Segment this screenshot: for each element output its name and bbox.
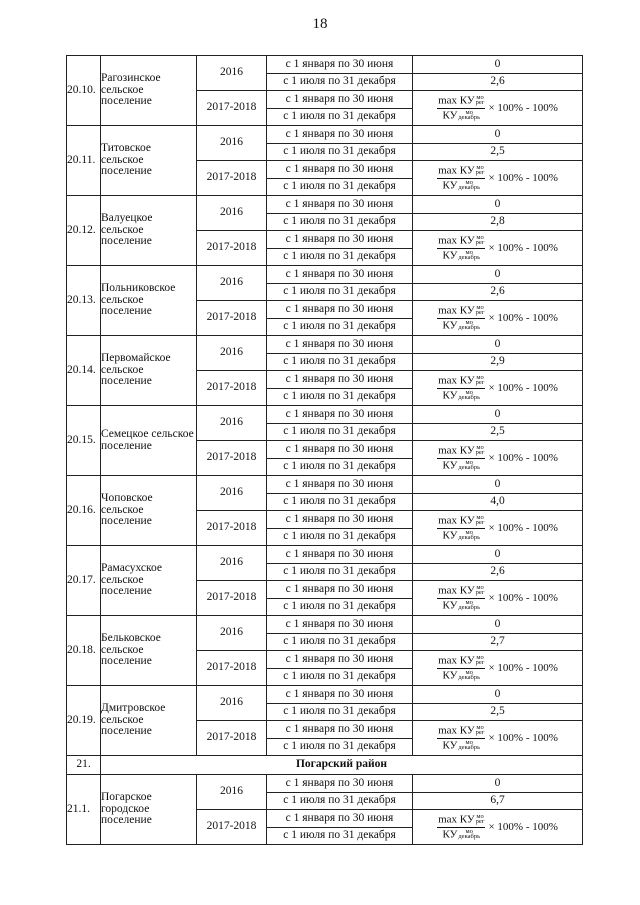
period-first-half: с 1 января по 30 июня [267, 775, 413, 793]
table-row [67, 406, 583, 424]
settlement-name: Бельковское сельское поселение [101, 616, 197, 686]
formula-cell [413, 651, 583, 686]
period-second-half: с 1 июля по 31 декабря [267, 213, 413, 231]
value-second-half: 2,6 [413, 73, 583, 91]
value-first-half: 0 [413, 126, 583, 144]
value-second-half: 2,9 [413, 353, 583, 371]
year-2017-2018: 2017-2018 [197, 371, 267, 406]
table-row [67, 546, 583, 564]
period-second-half: с 1 июля по 31 декабря [267, 248, 413, 266]
year-2016: 2016 [197, 546, 267, 581]
period-second-half: с 1 июля по 31 декабря [267, 493, 413, 511]
value-second-half: 2,5 [413, 143, 583, 161]
period-second-half: с 1 июля по 31 декабря [267, 633, 413, 651]
period-first-half: с 1 января по 30 июня [267, 406, 413, 424]
growth-formula: max КУ мо рег КУ мо декабрь × 100% - 100% [438, 723, 558, 752]
value-first-half: 0 [413, 196, 583, 214]
period-second-half: с 1 июля по 31 декабря [267, 563, 413, 581]
period-second-half: с 1 июля по 31 декабря [267, 283, 413, 301]
period-second-half: с 1 июля по 31 декабря [267, 668, 413, 686]
period-first-half: с 1 января по 30 июня [267, 651, 413, 669]
period-second-half: с 1 июля по 31 декабря [267, 388, 413, 406]
formula-cell [413, 231, 583, 266]
year-2016: 2016 [197, 126, 267, 161]
period-second-half: с 1 июля по 31 декабря [267, 108, 413, 126]
settlement-name: Титовское сельское поселение [101, 126, 197, 196]
period-first-half: с 1 января по 30 июня [267, 546, 413, 564]
year-2016: 2016 [197, 56, 267, 91]
period-second-half: с 1 июля по 31 декабря [267, 458, 413, 476]
formula-cell [413, 161, 583, 196]
row-number: 20.17. [67, 546, 101, 616]
period-first-half: с 1 января по 30 июня [267, 336, 413, 354]
value-first-half: 0 [413, 616, 583, 634]
period-first-half: с 1 января по 30 июня [267, 441, 413, 459]
period-first-half: с 1 января по 30 июня [267, 371, 413, 389]
year-2017-2018: 2017-2018 [197, 810, 267, 845]
period-second-half: с 1 июля по 31 декабря [267, 738, 413, 756]
table-row [67, 126, 583, 144]
settlement-name: Первомайское сельское поселение [101, 336, 197, 406]
value-first-half: 0 [413, 546, 583, 564]
growth-formula: max КУ мо рег КУ мо декабрь × 100% - 100% [438, 93, 558, 122]
value-first-half: 0 [413, 406, 583, 424]
settlement-name: Рамасухское сельское поселение [101, 546, 197, 616]
year-2016: 2016 [197, 775, 267, 810]
settlement-name: Семецкое сельское поселение [101, 406, 197, 476]
period-first-half: с 1 января по 30 июня [267, 56, 413, 74]
year-2017-2018: 2017-2018 [197, 511, 267, 546]
year-2016: 2016 [197, 336, 267, 371]
value-first-half: 0 [413, 476, 583, 494]
formula-cell [413, 371, 583, 406]
table-row [67, 775, 583, 793]
growth-formula: max КУ мо рег КУ мо декабрь × 100% - 100% [438, 513, 558, 542]
district-number: 21. [67, 756, 101, 775]
value-second-half: 2,7 [413, 633, 583, 651]
growth-formula: max КУ мо рег КУ мо декабрь × 100% - 100% [438, 812, 558, 841]
row-number: 20.18. [67, 616, 101, 686]
period-second-half: с 1 июля по 31 декабря [267, 318, 413, 336]
year-2016: 2016 [197, 266, 267, 301]
row-number: 20.10. [67, 56, 101, 126]
settlement-name: Чоповское сельское поселение [101, 476, 197, 546]
district-name: Погарский район [101, 756, 583, 775]
year-2017-2018: 2017-2018 [197, 91, 267, 126]
growth-formula: max КУ мо рег КУ мо декабрь × 100% - 100% [438, 233, 558, 262]
formula-cell [413, 301, 583, 336]
year-2016: 2016 [197, 686, 267, 721]
period-second-half: с 1 июля по 31 декабря [267, 423, 413, 441]
period-first-half: с 1 января по 30 июня [267, 476, 413, 494]
period-first-half: с 1 января по 30 июня [267, 686, 413, 704]
settlement-name: Рагозинское сельское поселение [101, 56, 197, 126]
value-first-half: 0 [413, 775, 583, 793]
period-first-half: с 1 января по 30 июня [267, 161, 413, 179]
value-first-half: 0 [413, 686, 583, 704]
row-number: 21.1. [67, 775, 101, 845]
formula-cell [413, 721, 583, 756]
growth-formula: max КУ мо рег КУ мо декабрь × 100% - 100% [438, 653, 558, 682]
settlement-name: Польниковское сельское поселение [101, 266, 197, 336]
period-second-half: с 1 июля по 31 декабря [267, 528, 413, 546]
formula-cell [413, 91, 583, 126]
period-second-half: с 1 июля по 31 декабря [267, 598, 413, 616]
settlement-name: Валуецкое сельское поселение [101, 196, 197, 266]
year-2017-2018: 2017-2018 [197, 441, 267, 476]
period-second-half: с 1 июля по 31 декабря [267, 353, 413, 371]
value-second-half: 2,5 [413, 423, 583, 441]
row-number: 20.14. [67, 336, 101, 406]
year-2016: 2016 [197, 196, 267, 231]
year-2016: 2016 [197, 476, 267, 511]
district-row [67, 756, 583, 775]
table-row [67, 196, 583, 214]
period-first-half: с 1 января по 30 июня [267, 91, 413, 109]
period-first-half: с 1 января по 30 июня [267, 581, 413, 599]
table-row [67, 476, 583, 494]
formula-cell [413, 441, 583, 476]
period-first-half: с 1 января по 30 июня [267, 266, 413, 284]
settlement-name: Дмитровское сельское поселение [101, 686, 197, 756]
period-first-half: с 1 января по 30 июня [267, 301, 413, 319]
year-2017-2018: 2017-2018 [197, 581, 267, 616]
value-second-half: 2,5 [413, 703, 583, 721]
period-second-half: с 1 июля по 31 декабря [267, 792, 413, 810]
tariff-table [66, 55, 583, 845]
page-number: 18 [312, 16, 328, 32]
settlement-name: Погарское городское поселение [101, 775, 197, 845]
value-second-half: 2,8 [413, 213, 583, 231]
row-number: 20.16. [67, 476, 101, 546]
table-row [67, 686, 583, 704]
period-second-half: с 1 июля по 31 декабря [267, 73, 413, 91]
growth-formula: max КУ мо рег КУ мо декабрь × 100% - 100% [438, 373, 558, 402]
formula-cell [413, 810, 583, 845]
formula-cell [413, 581, 583, 616]
period-first-half: с 1 января по 30 июня [267, 616, 413, 634]
value-second-half: 2,6 [413, 283, 583, 301]
value-first-half: 0 [413, 56, 583, 74]
value-first-half: 0 [413, 336, 583, 354]
period-first-half: с 1 января по 30 июня [267, 231, 413, 249]
table-row [67, 336, 583, 354]
year-2017-2018: 2017-2018 [197, 301, 267, 336]
value-second-half: 6,7 [413, 792, 583, 810]
growth-formula: max КУ мо рег КУ мо декабрь × 100% - 100% [438, 163, 558, 192]
row-number: 20.13. [67, 266, 101, 336]
growth-formula: max КУ мо рег КУ мо декабрь × 100% - 100% [438, 583, 558, 612]
period-second-half: с 1 июля по 31 декабря [267, 178, 413, 196]
period-second-half: с 1 июля по 31 декабря [267, 143, 413, 161]
row-number: 20.12. [67, 196, 101, 266]
period-second-half: с 1 июля по 31 декабря [267, 827, 413, 845]
row-number: 20.11. [67, 126, 101, 196]
period-second-half: с 1 июля по 31 декабря [267, 703, 413, 721]
table-row [67, 266, 583, 284]
table-row [67, 616, 583, 634]
period-first-half: с 1 января по 30 июня [267, 126, 413, 144]
period-first-half: с 1 января по 30 июня [267, 810, 413, 828]
period-first-half: с 1 января по 30 июня [267, 721, 413, 739]
row-number: 20.15. [67, 406, 101, 476]
year-2017-2018: 2017-2018 [197, 161, 267, 196]
growth-formula: max КУ мо рег КУ мо декабрь × 100% - 100% [438, 303, 558, 332]
value-first-half: 0 [413, 266, 583, 284]
formula-cell [413, 511, 583, 546]
value-second-half: 2,6 [413, 563, 583, 581]
year-2017-2018: 2017-2018 [197, 721, 267, 756]
growth-formula: max КУ мо рег КУ мо декабрь × 100% - 100% [438, 443, 558, 472]
value-second-half: 4,0 [413, 493, 583, 511]
year-2016: 2016 [197, 616, 267, 651]
year-2016: 2016 [197, 406, 267, 441]
row-number: 20.19. [67, 686, 101, 756]
period-first-half: с 1 января по 30 июня [267, 196, 413, 214]
period-first-half: с 1 января по 30 июня [267, 511, 413, 529]
year-2017-2018: 2017-2018 [197, 651, 267, 686]
table-row [67, 56, 583, 74]
year-2017-2018: 2017-2018 [197, 231, 267, 266]
